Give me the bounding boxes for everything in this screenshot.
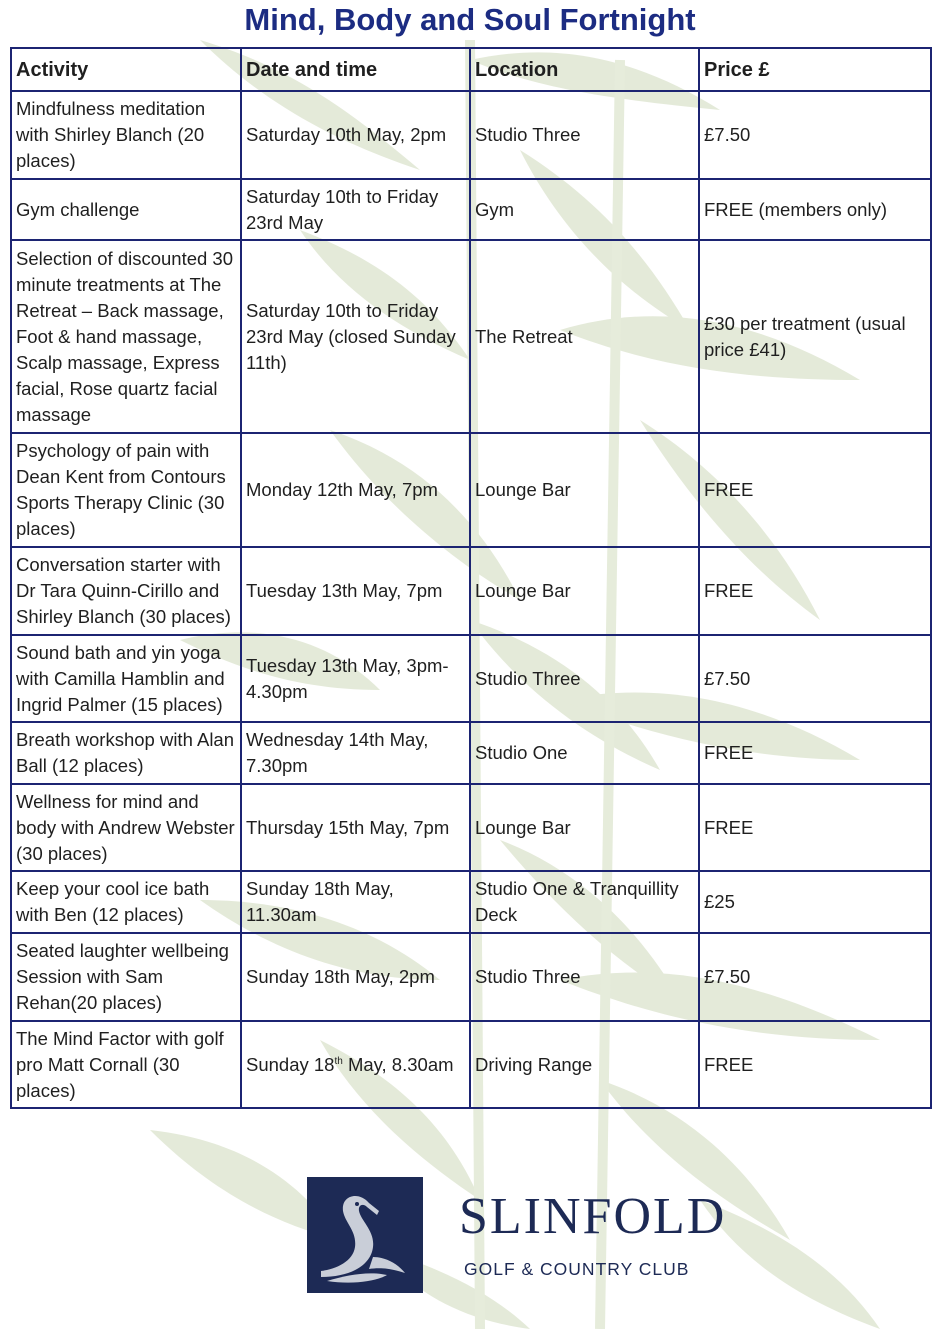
date-text: May, 8.30am [342, 1053, 454, 1075]
header-activity: Activity [11, 48, 241, 91]
table-row [11, 1021, 931, 1108]
location-cell: The Retreat [470, 240, 699, 433]
activity-cell: Breath workshop with Alan Ball (12 places) [11, 722, 241, 784]
date-cell: Sunday 18th May, 2pm [241, 933, 470, 1021]
activity-cell: Keep your cool ice bath with Ben (12 places) [11, 871, 241, 933]
price-cell: £7.50 [699, 933, 931, 1021]
location-cell: Gym [470, 179, 699, 240]
activity-cell: Selection of discounted 30 minute treatments at The Retreat – Back massage, Foot & hand massage, Scalp massage, Express facial, Rose quartz facial massage [11, 240, 241, 433]
activity-cell: Conversation starter with Dr Tara Quinn-Cirillo and Shirley Blanch (30 places) [11, 547, 241, 635]
header-price: Price £ [699, 48, 931, 91]
location-cell: Studio Three [470, 933, 699, 1021]
date-cell: Saturday 10th to Friday 23rd May (closed Sunday 11th) [241, 240, 470, 433]
date-cell: Wednesday 14th May, 7.30pm [241, 722, 470, 784]
activity-cell: Mindfulness meditation with Shirley Blanch (20 places) [11, 91, 241, 179]
activity-cell: Sound bath and yin yoga with Camilla Hamblin and Ingrid Palmer (15 places) [11, 635, 241, 722]
header-location: Location [470, 48, 699, 91]
table-row [11, 784, 931, 871]
location-cell: Lounge Bar [470, 547, 699, 635]
date-ordinal: th [334, 1055, 343, 1067]
activity-cell: Gym challenge [11, 179, 241, 240]
price-cell: FREE [699, 433, 931, 547]
date-text: Sunday 18 [246, 1053, 335, 1075]
date-cell: Saturday 10th May, 2pm [241, 91, 470, 179]
date-cell: Thursday 15th May, 7pm [241, 784, 470, 871]
activity-cell: Psychology of pain with Dean Kent from Contours Sports Therapy Clinic (30 places) [11, 433, 241, 547]
activity-cell: Wellness for mind and body with Andrew Webster (30 places) [11, 784, 241, 871]
table-row [11, 240, 931, 433]
price-cell: £30 per treatment (usual price £41) [699, 240, 931, 433]
date-cell: Tuesday 13th May, 7pm [241, 547, 470, 635]
header-date-time: Date and time [241, 48, 470, 91]
table-row [11, 547, 931, 635]
table-header-row [11, 48, 931, 91]
location-cell: Studio Three [470, 635, 699, 722]
table-row [11, 91, 931, 179]
price-cell: £7.50 [699, 635, 931, 722]
date-cell: Saturday 10th to Friday 23rd May [241, 179, 470, 240]
location-cell: Lounge Bar [470, 433, 699, 547]
location-cell: Studio One [470, 722, 699, 784]
price-cell: FREE [699, 784, 931, 871]
table-row [11, 871, 931, 933]
location-cell: Studio One & Tranquillity Deck [470, 871, 699, 933]
date-cell: Tuesday 13th May, 3pm-4.30pm [241, 635, 470, 722]
price-cell: FREE [699, 1021, 931, 1108]
table-row [11, 635, 931, 722]
price-cell: £7.50 [699, 91, 931, 179]
events-table [10, 47, 932, 1109]
date-cell [241, 1021, 470, 1108]
table-row [11, 722, 931, 784]
location-cell: Lounge Bar [470, 784, 699, 871]
price-cell: FREE [699, 722, 931, 784]
date-cell: Sunday 18th May, 11.30am [241, 871, 470, 933]
logo-badge [307, 1177, 423, 1293]
table-row [11, 179, 931, 240]
location-cell: Driving Range [470, 1021, 699, 1108]
price-cell: FREE [699, 547, 931, 635]
swan-icon [307, 1177, 423, 1293]
club-subtitle: GOLF & COUNTRY CLUB [464, 1259, 690, 1279]
activity-cell: Seated laughter wellbeing Session with Sam Rehan(20 places) [11, 933, 241, 1021]
page-title: Mind, Body and Soul Fortnight [244, 2, 696, 37]
price-cell: FREE (members only) [699, 179, 931, 240]
club-name: SLINFOLD [459, 1188, 727, 1245]
price-cell: £25 [699, 871, 931, 933]
activity-cell: The Mind Factor with golf pro Matt Cornall (30 places) [11, 1021, 241, 1108]
table-row [11, 933, 931, 1021]
club-logo [307, 1177, 747, 1293]
date-cell: Monday 12th May, 7pm [241, 433, 470, 547]
location-cell: Studio Three [470, 91, 699, 179]
table-row [11, 433, 931, 547]
